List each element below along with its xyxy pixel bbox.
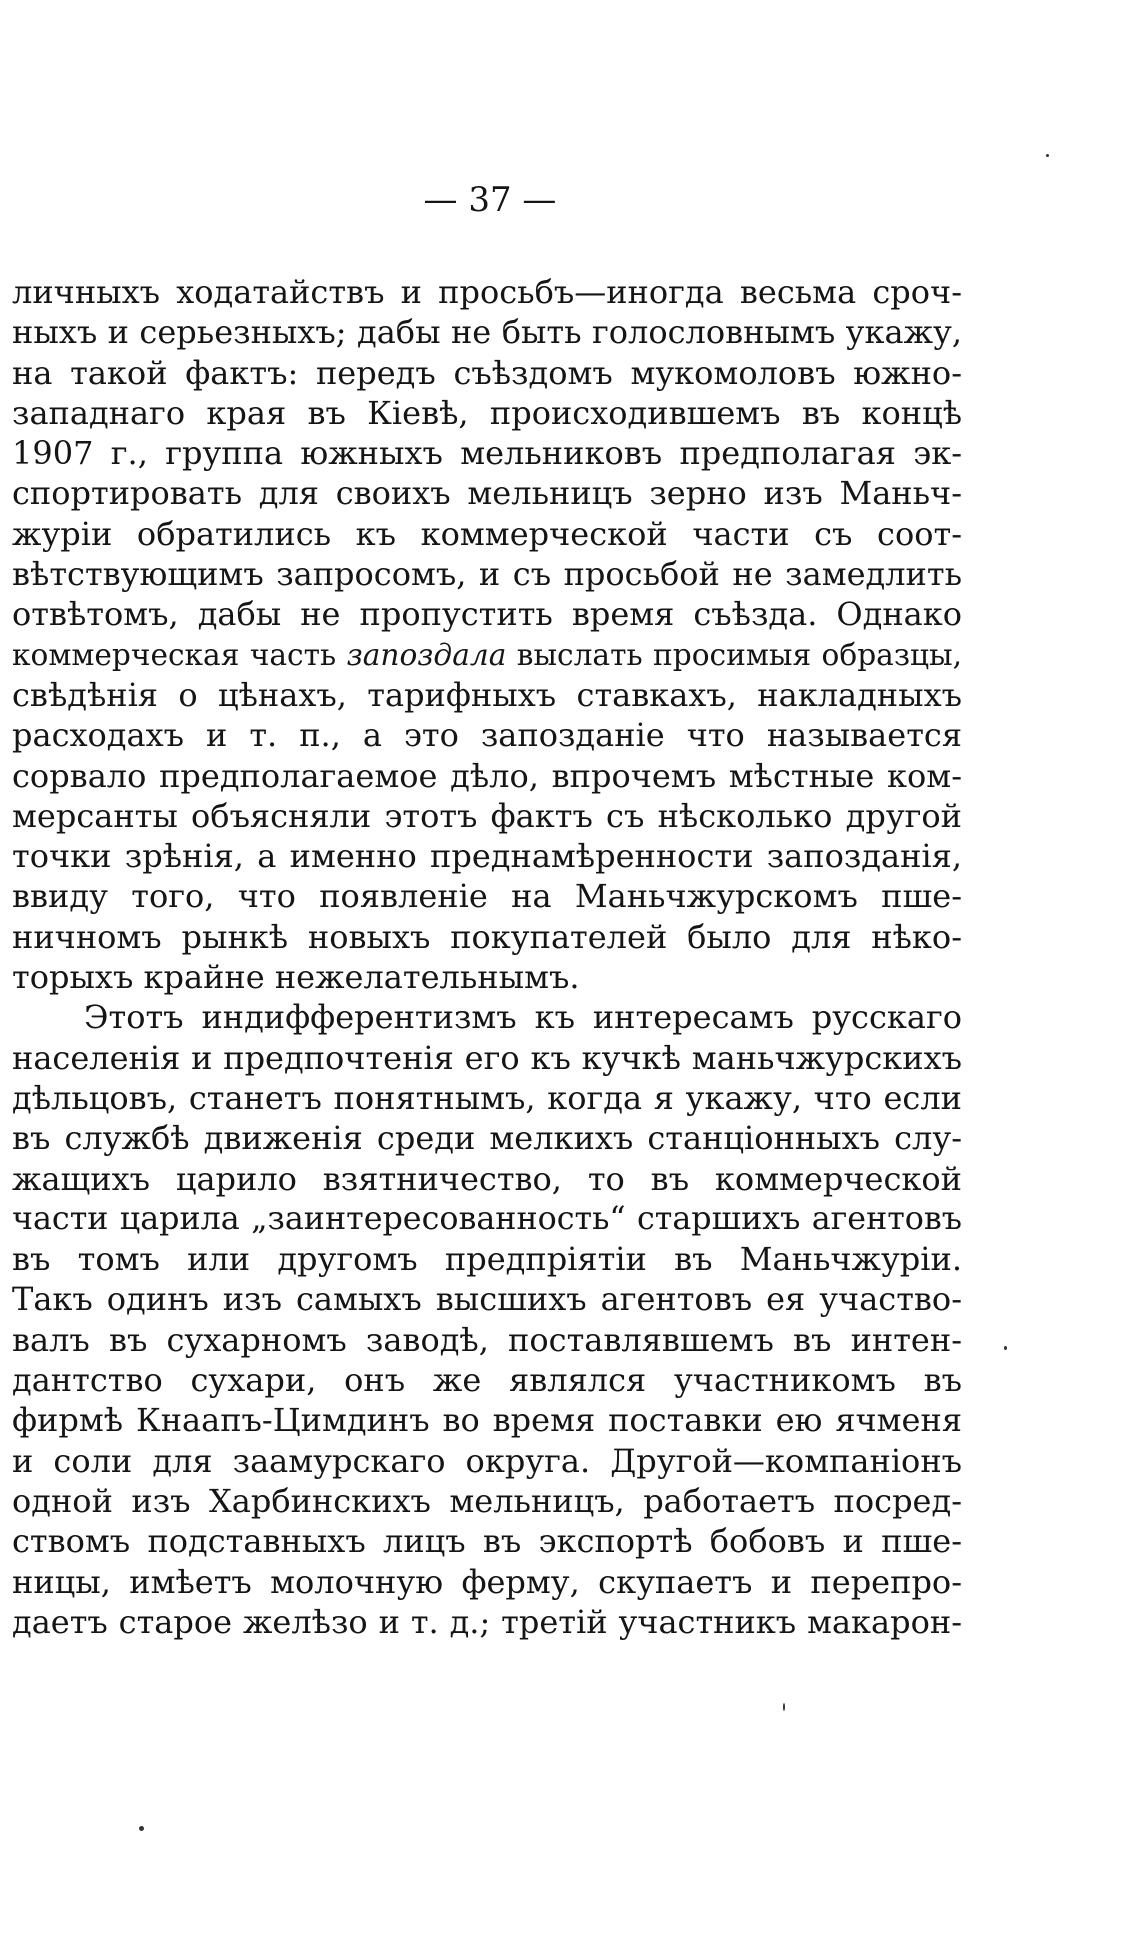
text-line-with-italic	[12, 635, 962, 675]
text-line: части царила „заинтересованность“ старшихъ агентовъ	[12, 1200, 962, 1237]
text-line: населенія и предпочтенія его къ кучкѣ маньчжурскихъ	[12, 1038, 962, 1077]
text-line: отвѣтомъ, дабы не пропустить время съѣзда. Однако	[12, 595, 962, 634]
text-line: жащихъ царило взятничество, то въ коммерческой	[12, 1159, 962, 1198]
text-line: западнаго края въ Кіевѣ, происходившемъ въ концѣ	[12, 393, 962, 432]
paragraph-2	[12, 997, 962, 1642]
text-line: торыхъ крайне нежелательнымъ.	[12, 958, 580, 997]
text-line: Этотъ индифферентизмъ къ интересамъ русскаго	[84, 998, 962, 1037]
text-line: ствомъ подставныхъ лицъ въ экспортѣ бобовъ и пше-	[12, 1522, 962, 1561]
text-line: въ томъ или другомъ предпріятіи въ Маньчжуріи.	[12, 1240, 962, 1279]
text-line: сорвало предполагаемое дѣло, впрочемъ мѣстные ком-	[12, 756, 962, 795]
text-line: дантство сухари, онъ же являлся участникомъ въ	[12, 1361, 962, 1400]
text-line: Такъ одинъ изъ самыхъ высшихъ агентовъ ея участво-	[12, 1280, 962, 1319]
text-segment: коммерческая часть	[12, 637, 347, 672]
text-segment: выслать просимыя образцы,	[506, 637, 962, 672]
text-line: ныхъ и серьезныхъ; дабы не быть голословнымъ укажу,	[12, 313, 962, 352]
text-line: дѣльцовъ, станетъ понятнымъ, когда я укажу, что если	[12, 1078, 962, 1117]
text-line: журіи обратились къ коммерческой части съ соот-	[12, 514, 962, 553]
print-speck	[783, 1703, 785, 1711]
text-line: и соли для заамурскаго округа. Другой—компаніонъ	[12, 1441, 962, 1480]
text-line: фирмѣ Кнаапъ-Цимдинъ во время поставки ею ячменя	[12, 1401, 962, 1440]
text-line: расходахъ и т. п., а это запозданіе что называется	[12, 716, 962, 755]
text-line: ницы, имѣетъ молочную ферму, скупаетъ и перепро-	[12, 1562, 962, 1601]
print-speck	[139, 1826, 144, 1831]
page-number: — 37 —	[423, 180, 557, 220]
italic-word: запоздала	[346, 637, 507, 672]
text-line: вѣтствующимъ запросомъ, и съ просьбой не замедлить	[12, 555, 962, 594]
text-line: спортировать для своихъ мельницъ зерно изъ Маньч-	[12, 474, 962, 513]
text-line: свѣдѣнія о цѣнахъ, тарифныхъ ставкахъ, накладныхъ	[12, 675, 962, 714]
text-line: въ службѣ движенія среди мелкихъ станціонныхъ слу-	[12, 1119, 962, 1158]
text-line: ввиду того, что появленіе на Маньчжурскомъ пше-	[12, 877, 962, 916]
paragraph-1	[12, 272, 962, 997]
text-line: одной изъ Харбинскихъ мельницъ, работаетъ посред-	[12, 1481, 962, 1520]
text-line: мерсанты объясняли этотъ фактъ съ нѣсколько другой	[12, 796, 962, 835]
print-speck	[1004, 1346, 1007, 1350]
text-line: валъ въ сухарномъ заводѣ, поставлявшемъ въ интен-	[12, 1320, 962, 1359]
text-line: точки зрѣнія, а именно преднамѣренности запозданія,	[12, 837, 962, 876]
text-line: на такой фактъ: передъ съѣздомъ мукомоловъ южно-	[12, 353, 962, 392]
text-line: 1907 г., группа южныхъ мельниковъ предполагая эк-	[12, 434, 962, 473]
text-line: ничномъ рынкѣ новыхъ покупателей было для нѣко-	[12, 917, 962, 956]
body-text	[12, 272, 962, 1642]
print-speck	[1046, 154, 1049, 157]
text-line: личныхъ ходатайствъ и просьбъ—иногда весьма сроч-	[12, 273, 962, 311]
text-line: даетъ старое желѣзо и т. д.; третій участникъ макарон-	[12, 1602, 962, 1641]
